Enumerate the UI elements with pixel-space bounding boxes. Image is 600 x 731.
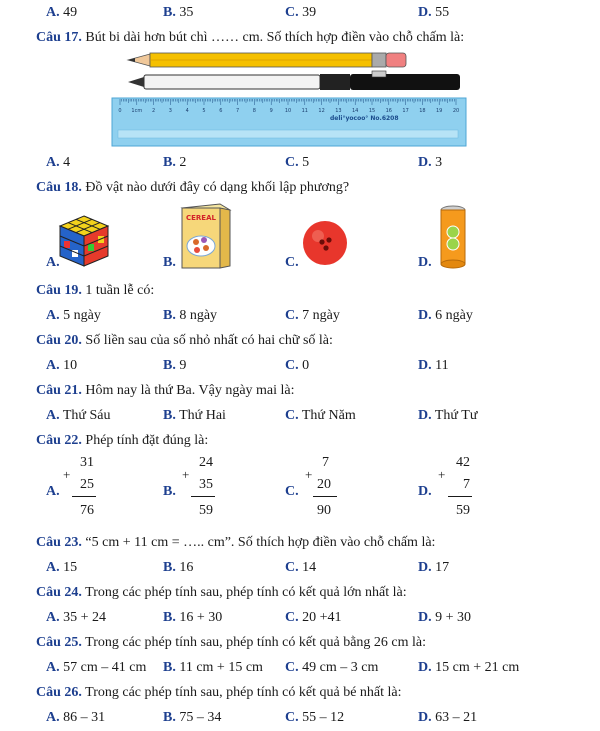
ruler-number: 12 (318, 108, 325, 114)
q20-question: Câu 20. Số liền sau của số nhỏ nhất có hai chữ số là: (36, 333, 333, 348)
ruler-number: 19 (436, 108, 443, 114)
q17-option-b[interactable]: B. 2 (163, 155, 187, 170)
q24-option-b[interactable]: B. 16 + 30 (163, 610, 223, 625)
q18-option-d[interactable]: D. (418, 255, 432, 270)
q25-question: Câu 25. Trong các phép tính sau, phép tính có kết quả bằng 26 cm là: (36, 635, 427, 650)
q18-option-b[interactable]: B. (163, 255, 176, 270)
q20-option-c[interactable]: C. 0 (285, 358, 310, 373)
ruler-number: 1cm (131, 108, 143, 114)
ruler-number: 17 (402, 108, 409, 114)
q19-option-b[interactable]: B. 8 ngày (163, 308, 218, 323)
q21-option-c[interactable]: C. Thứ Năm (285, 408, 356, 423)
q23-option-c[interactable]: C. 14 (285, 560, 317, 575)
q22-option-a[interactable]: A. + 31 25 76 (46, 455, 94, 518)
q17-option-a[interactable]: A. 4 (46, 155, 71, 170)
ruler-number: 20 (452, 108, 460, 114)
ruler-number: 15 (368, 108, 376, 114)
q25-option-c[interactable]: C. 49 cm – 3 cm (285, 660, 379, 675)
cereal-box-icon (176, 202, 234, 270)
q25-option-b[interactable]: B. 11 cm + 15 cm (163, 660, 263, 675)
q21-option-b[interactable]: B. Thứ Hai (163, 408, 226, 423)
q17-option-d[interactable]: D. 3 (418, 155, 443, 170)
q19-question: Câu 19. 1 tuần lễ có: (36, 283, 155, 298)
q23-option-b[interactable]: B. 16 (163, 560, 194, 575)
rubiks-cube-icon (58, 214, 110, 268)
q23-question: Câu 23. “5 cm + 11 cm = ….. cm”. Số thích hợp điền vào chỗ chấm là: (36, 535, 436, 550)
ruler-number: 16 (385, 108, 392, 114)
q19-option-a[interactable]: A. 5 ngày (46, 308, 101, 323)
ruler-number: 18 (419, 108, 426, 114)
ruler-number: 7 (236, 108, 240, 114)
ruler-number: 11 (301, 108, 308, 114)
ruler-icon (112, 98, 466, 146)
q16-option-d[interactable]: D. 55 (418, 5, 450, 20)
q20-option-b[interactable]: B. 9 (163, 358, 187, 373)
ruler-number: 3 (168, 108, 172, 114)
q20-option-d[interactable]: D. 11 (418, 358, 449, 373)
q22-question: Câu 22. Phép tính đặt đúng là: (36, 433, 209, 448)
q18-option-a[interactable]: A. (46, 255, 60, 270)
ruler-number: 9 (269, 108, 273, 114)
q17-option-c[interactable]: C. 5 (285, 155, 310, 170)
q19-option-c[interactable]: C. 7 ngày (285, 308, 340, 323)
q21-option-a[interactable]: A. Thứ Sáu (46, 408, 111, 423)
ruler-number: 0 (118, 108, 122, 114)
ruler-number: 8 (252, 108, 256, 114)
q25-option-a[interactable]: A. 57 cm – 41 cm (46, 660, 147, 675)
q24-question: Câu 24. Trong các phép tính sau, phép tính có kết quả lớn nhất là: (36, 585, 407, 600)
q18-question: Câu 18. Đồ vật nào dưới đây có dạng khối lập phương? (36, 180, 350, 195)
ballpoint-pen-icon (128, 71, 460, 90)
q26-option-b[interactable]: B. 75 – 34 (163, 710, 222, 725)
q21-option-d[interactable]: D. Thứ Tư (418, 408, 478, 423)
q24-option-a[interactable]: A. 35 + 24 (46, 610, 107, 625)
q22-option-c[interactable]: C. + 7 20 90 (285, 455, 345, 525)
q26-option-c[interactable]: C. 55 – 12 (285, 710, 345, 725)
q17-question: Câu 17. Bút bi dài hơn bút chì …… cm. Số thích hợp điền vào chỗ chấm là: (36, 30, 465, 45)
q16-option-a[interactable]: A. 49 (46, 5, 78, 20)
q22-option-b[interactable]: B. + 24 35 59 (163, 455, 213, 518)
q16-option-c[interactable]: C. 39 (285, 5, 317, 20)
q24-option-c[interactable]: C. 20 +41 (285, 610, 342, 625)
pencil-icon (128, 53, 406, 67)
q25-option-d[interactable]: D. 15 cm + 21 cm (418, 660, 520, 675)
ruler-number: 5 (202, 108, 206, 114)
ruler-number: 4 (185, 108, 189, 114)
soda-can-icon (436, 202, 470, 270)
q20-option-a[interactable]: A. 10 (46, 358, 78, 373)
ruler-number: 13 (335, 108, 342, 114)
q21-question: Câu 21. Hôm nay là thứ Ba. Vậy ngày mai là: (36, 383, 295, 398)
ruler-number: 2 (152, 108, 156, 114)
ruler-number: 10 (284, 108, 292, 114)
q26-option-d[interactable]: D. 63 – 21 (418, 710, 478, 725)
q22-option-d[interactable]: D. + 42 7 59 (418, 455, 470, 518)
q18-option-c[interactable]: C. (285, 255, 299, 270)
ruler-brand-label: deli°yocoo° No.6208 (330, 115, 399, 122)
cereal-box-label: CEREAL (186, 214, 216, 222)
bowling-ball-icon (300, 218, 350, 268)
q26-question: Câu 26. Trong các phép tính sau, phép tính có kết quả bé nhất là: (36, 685, 402, 700)
q16-option-b[interactable]: B. 35 (163, 5, 194, 20)
q23-option-a[interactable]: A. 15 (46, 560, 78, 575)
q24-option-d[interactable]: D. 9 + 30 (418, 610, 472, 625)
q23-option-d[interactable]: D. 17 (418, 560, 450, 575)
pencil-pen-ruler-illustration (110, 50, 470, 150)
q19-option-d[interactable]: D. 6 ngày (418, 308, 473, 323)
ruler-number: 6 (219, 108, 223, 114)
q26-option-a[interactable]: A. 86 – 31 (46, 710, 106, 725)
ruler-number: 14 (352, 108, 359, 114)
